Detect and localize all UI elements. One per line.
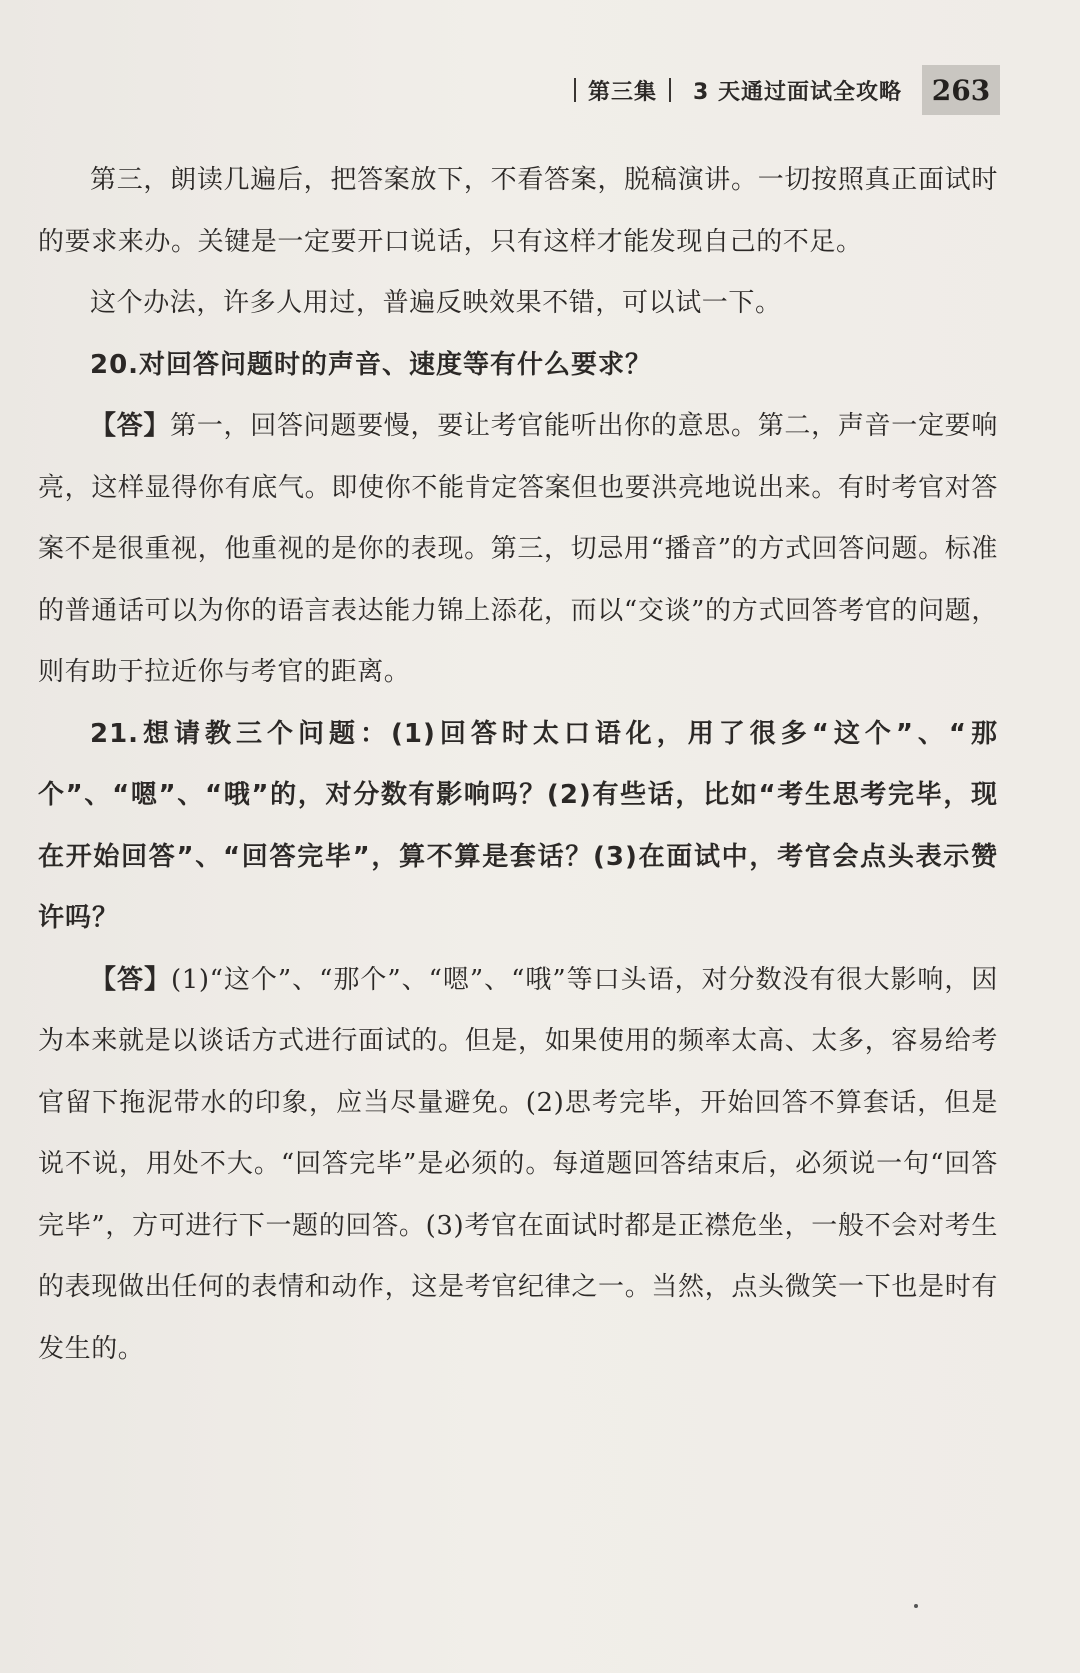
paragraph: 第三，朗读几遍后，把答案放下，不看答案，脱稿演讲。一切按照真正面试时的要求来办。关键是一定要开口说话，只有这样才能发现自己的不足。 — [38, 165, 998, 257]
answer-text: (1)“这个”、“那个”、“嗯”、“哦”等口头语，对分数没有很大影响，因为本来就是以谈话方式进行面试的。但是，如果使用的频率太高、太多，容易给考官留下拖泥带水的印象，应当尽量避免。(2)思考完毕，开始回答不算套话，但是说不说，用处不大。“回答完毕”是必须的。每道题回答结束后，必须说一句“回答完毕”，方可进行下一题的回答。(3)考官在面试时都是正襟危坐，一般不会对考生的表现做出任何的表情和动作，这是考官纪律之一。当然，点头微笑一下也是时有发生的。 — [38, 964, 998, 1364]
page-number: 263 — [922, 65, 1000, 115]
answer-tag: 【答】 — [90, 964, 171, 995]
print-speck — [914, 1604, 918, 1608]
header-divider — [669, 78, 671, 102]
header-divider — [574, 78, 576, 102]
answer-paragraph — [38, 396, 998, 704]
paragraph: 这个办法，许多人用过，普遍反映效果不错，可以试一下。 — [90, 288, 782, 318]
header-chapter-title: 3 天通过面试全攻略 — [693, 79, 902, 105]
running-header — [562, 62, 1000, 118]
page-body — [38, 150, 998, 1380]
question-heading: 20.对回答问题时的声音、速度等有什么要求？ — [90, 349, 653, 380]
answer-tag: 【答】 — [90, 411, 171, 441]
answer-paragraph — [38, 950, 998, 1381]
header-series: 第三集 — [588, 79, 658, 105]
question-heading: 21.想请教三个问题：(1)回答时太口语化，用了很多“这个”、“那个”、“嗯”、“哦”的，对分数有影响吗？(2)有些话，比如“考生思考完毕，现在开始回答”、“回答完毕”，算不算是套话？(3)在面试中，考官会点头表示赞许吗？ — [38, 718, 998, 933]
answer-text: 第一，回答问题要慢，要让考官能听出你的意思。第二，声音一定要响亮，这样显得你有底气。即使你不能肯定答案但也要洪亮地说出来。有时考官对答案不是很重视，他重视的是你的表现。第三，切忌用“播音”的方式回答问题。标准的普通话可以为你的语言表达能力锦上添花，而以“交谈”的方式回答考官的问题，则有助于拉近你与考官的距离。 — [38, 411, 998, 687]
